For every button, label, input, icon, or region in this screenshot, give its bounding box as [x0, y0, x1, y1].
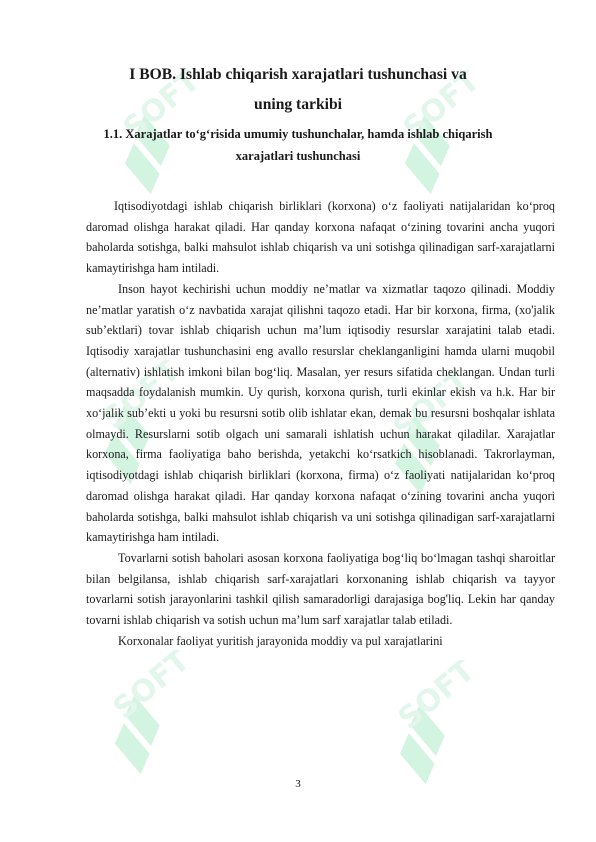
- paragraph: Tovarlarni sotish baholari asosan korxona faoliyatiga bog‘liq bo‘lmagan tashqi sharoitlar bilan belgilansa, ishlab chiqarish sarf-xarajatlari korxonaning ishlab chiqarish va tayyor tovarlarni sotish jarayonlarini tashkil qilish samaradorligi darajasiga bog'liq. Lekin har qanday tovarni ishlab chiqarish va sotish uchun ma’lum sarf xarajatlar talab etiladi.: [86, 550, 555, 628]
- paragraph: Korxonalar faoliyat yuritish jarayonida moddiy va pul xarajatlarini: [118, 633, 443, 648]
- svg-text:SOFT: SOFT: [391, 660, 482, 737]
- svg-text:SOFT: SOFT: [396, 70, 487, 147]
- chapter-title-line1: I BOB. Ishlab chiqarish xarajatlari tushunchasi va: [129, 66, 467, 83]
- svg-text:SOFT: SOFT: [106, 650, 197, 727]
- svg-text:SOFT: SOFT: [116, 70, 207, 147]
- section-title-line1: 1.1. Xarajatlar to‘g‘risida umumiy tushunchalar, hamda ishlab chiqarish: [103, 127, 493, 141]
- svg-text:SOFT: SOFT: [96, 360, 187, 437]
- paragraph: Iqtisodiyotdagi ishlab chiqarish birliklari (korxona) o‘z faoliyati natijalaridan ko‘proq daromad olishga harakat qiladi. Har qanday korxona nafaqat o‘zining tovarini ancha yuqori baholarda sotishga, balki mahsulot ishlab chiqarish va uni sotishga qilinadigan sarf-xarajatlarni kamaytirishga ham intiladi.: [86, 199, 555, 276]
- paragraph: Inson hayot kechirishi uchun moddiy ne’matlar va xizmatlar taqozo qilinadi. Moddiy ne’matlar yaratish o‘z navbatida xarajat qilishni taqozo etadi. Har bir korxona, firma, (xo'jalik sub’ektlari) tovar ishlab chiqarish uchun ma’lum iqtisodiy resurslar xarajatini talab etadi. Iqtisodiy xarajatlar tushunchasini eng avallo resurslar cheklanganligini hamda ularni muqobil (alternativ) ishlatish imkoni bilan bog‘liq. Masalan, yer resurs sifatida cheklangan. Undan turli maqsadda foydalanish mumkin. Uy qurish, korxona qurish, turli ekinlar ekish va h.k. Har bir xo‘jalik sub’ekti u yoki bu resursni sotib olib ishlatar ekan, demak bu resursni boshqalar ishlata olmaydi. Resurslarni sotib olgach uni samarali ishlatish uchun harakat qiladilar. Xarajatlar korxona, firma faoliyatiga baho berishda, yetakchi ko‘rsatkich hisoblanadi. Takrorlayman, iqtisodiyotdagi ishlab chiqarish birliklari (korxona, firma) o‘z faoliyati natijalaridan ko‘proq daromad olishga harakat qiladi. Har qanday korxona nafaqat o‘zining tovarini ancha yuqori baholarda sotishga, balki mahsulot ishlab chiqarish va uni sotishga qilinadigan sarf-xarajatlarni kamaytirishga ham intiladi.: [86, 281, 555, 545]
- svg-text:SOFT: SOFT: [386, 370, 477, 447]
- section-title-line2: xarajatlari tushunchasi: [235, 149, 361, 163]
- chapter-title-line2: uning tarkibi: [254, 96, 342, 113]
- page-number: 3: [295, 778, 301, 790]
- body-text: [86, 196, 555, 651]
